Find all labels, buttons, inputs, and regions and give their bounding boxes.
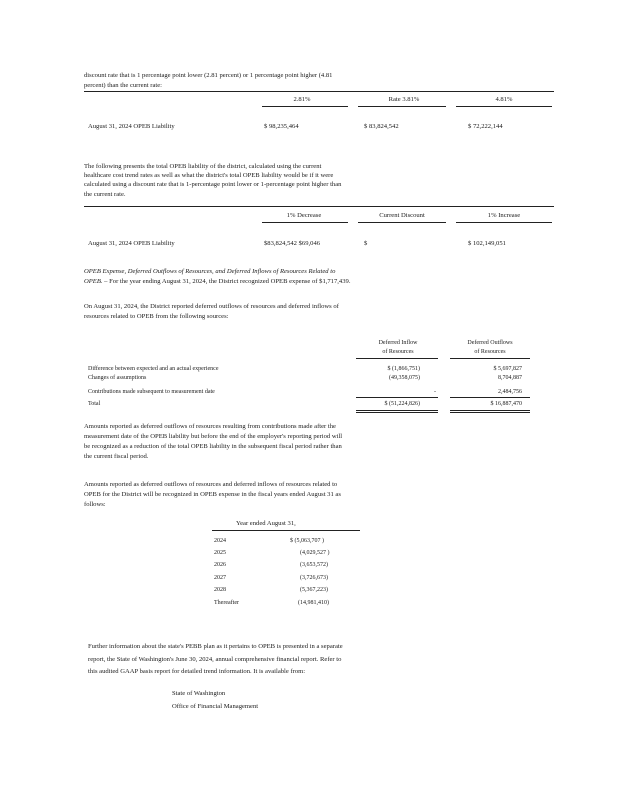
sens-rate-line-1: discount rate that is 1 percentage point lower (2.81 percent) or 1 percentage point higher (4.81 xyxy=(84,72,333,79)
sens-trend-value-increase: $ 102,149,051 xyxy=(468,240,506,247)
address-line-2: Office of Financial Management xyxy=(172,703,259,710)
amort-year-2027: 2027 xyxy=(214,575,226,581)
deferred-row-3-label: Contributions made subsequent to measurement date xyxy=(88,389,215,395)
deferred-intro-line-1: On August 31, 2024, the District reported deferred outflows of resources and deferred inflows of xyxy=(84,303,339,310)
deferred-row-3-outflow: 2,484,756 xyxy=(498,389,522,395)
amort-value-2027: (3,726,673) xyxy=(300,575,328,581)
sens-rate-header-current: Rate 3.81% xyxy=(388,96,420,103)
sens-trend-line-4: the current rate. xyxy=(84,191,126,198)
amort-value-2028: (5,367,223) xyxy=(300,587,328,593)
contrib-para-line-2: measurement date of the OPEB liability but before the end of the employer's reporting period will xyxy=(84,433,343,440)
amort-year-2024: 2024 xyxy=(214,538,226,544)
amort-para-line-2: OPEB for the District will be recognized in OPEB expense in the fiscal years ended August 31 as xyxy=(84,491,341,498)
deferred-total-inflow: $ (51,224,826) xyxy=(384,401,420,407)
amort-para-line-1: Amounts reported as deferred outflows of resources and deferred inflows of resources related to xyxy=(84,481,338,488)
deferred-row-2-outflow: 8,704,887 xyxy=(498,375,522,381)
sens-trend-header-decrease: 1% Decrease xyxy=(286,212,322,219)
deferred-row-1-inflow: $ (1,866,751) xyxy=(387,366,420,372)
deferred-row-2-inflow: (49,358,075) xyxy=(389,375,420,381)
amort-year-2026: 2026 xyxy=(214,562,226,568)
sens-rate-value-lower: $ 98,235,464 xyxy=(264,123,299,130)
contrib-para-line-1: Amounts reported as deferred outflows of resources resulting from contributions made after the xyxy=(84,423,336,430)
deferred-row-3-inflow: - xyxy=(434,389,436,395)
sens-trend-line-1: The following presents the total OPEB liability of the district, calculated using the current xyxy=(84,163,322,170)
sens-trend-header-current: Current Discount xyxy=(379,212,425,219)
sens-rate-value-higher: $ 72,222,144 xyxy=(468,123,503,130)
further-para-line-3: this audited GAAP basis report for detailed trend information. It is available from: xyxy=(88,668,306,675)
deferred-outflow-header-1: Deferred Outflows xyxy=(467,340,513,346)
amort-value-2025: (4,029,527 ) xyxy=(300,550,330,556)
sens-trend-line-3: calculated using a discount rate that is 1-percentage point lower or 1-percentage point higher than xyxy=(84,181,342,188)
deferred-inflow-header-1: Deferred Inflow xyxy=(378,340,418,346)
sens-trend-value-decrease: $83,824,542 $69,046 xyxy=(264,240,321,247)
deferred-total-outflow: $ 16,887,470 xyxy=(490,401,522,407)
expense-text: – For the year ending August 31, 2024, the District recognized OPEB expense of $1,717,439. xyxy=(104,278,351,285)
further-para-line-2: report, the State of Washington's June 30, 2024, annual comprehensive financial report. Refer to xyxy=(88,656,342,663)
further-para-line-1: Further information about the state's PEBB plan as it pertains to OPEB is presented in a separate xyxy=(88,643,343,650)
amort-value-2024: $ (5,063,707 ) xyxy=(290,538,324,544)
sens-trend-row-label: August 31, 2024 OPEB Liability xyxy=(88,240,175,247)
deferred-intro-line-2: resources related to OPEB from the following sources: xyxy=(84,313,229,320)
contrib-para-line-4: the current fiscal period. xyxy=(84,453,149,460)
sens-trend-line-2: healthcare cost trend rates as well as what the district's total OPEB liability would be if it were xyxy=(84,172,334,179)
amort-year-2028: 2028 xyxy=(214,587,226,593)
address-line-1: State of Washington xyxy=(172,690,226,697)
expense-heading-line-1: OPEB Expense, Deferred Outflows of Resources, and Deferred Inflows of Resources Related to xyxy=(84,268,336,275)
deferred-row-1-label: Difference between expected and an actual experience xyxy=(88,366,219,372)
amort-value-thereafter: (14,981,410) xyxy=(298,600,329,606)
sens-rate-line-2: percent) than the current rate: xyxy=(84,82,162,89)
sens-rate-header-higher: 4.81% xyxy=(495,96,513,103)
amort-value-2026: (3,653,572) xyxy=(300,562,328,568)
sens-rate-header-lower: 2.81% xyxy=(293,96,311,103)
sens-trend-header-increase: 1% Increase xyxy=(487,212,521,219)
deferred-outflow-header-2: of Resources xyxy=(474,349,506,355)
sens-rate-value-current: $ 83,824,542 xyxy=(364,123,399,130)
amort-year-thereafter: Thereafter xyxy=(214,600,239,606)
deferred-inflow-header-2: of Resources xyxy=(382,349,414,355)
sens-rate-row-label: August 31, 2024 OPEB Liability xyxy=(88,123,175,130)
sens-trend-value-current: $ xyxy=(364,240,368,247)
deferred-total-label: Total xyxy=(88,401,101,407)
contrib-para-line-3: be recognized as a reduction of the total OPEB liability in the subsequent fiscal period rather than xyxy=(84,443,342,450)
amort-year-2025: 2025 xyxy=(214,550,226,556)
deferred-row-2-label: Changes of assumptions xyxy=(88,375,147,381)
deferred-row-1-outflow: $ 5,697,827 xyxy=(493,366,522,372)
amort-para-line-3: follows: xyxy=(84,501,106,508)
expense-line-2 xyxy=(84,278,350,286)
amort-header: Year ended August 31, xyxy=(236,520,296,527)
expense-heading-line-2: OPEB. xyxy=(84,278,103,285)
